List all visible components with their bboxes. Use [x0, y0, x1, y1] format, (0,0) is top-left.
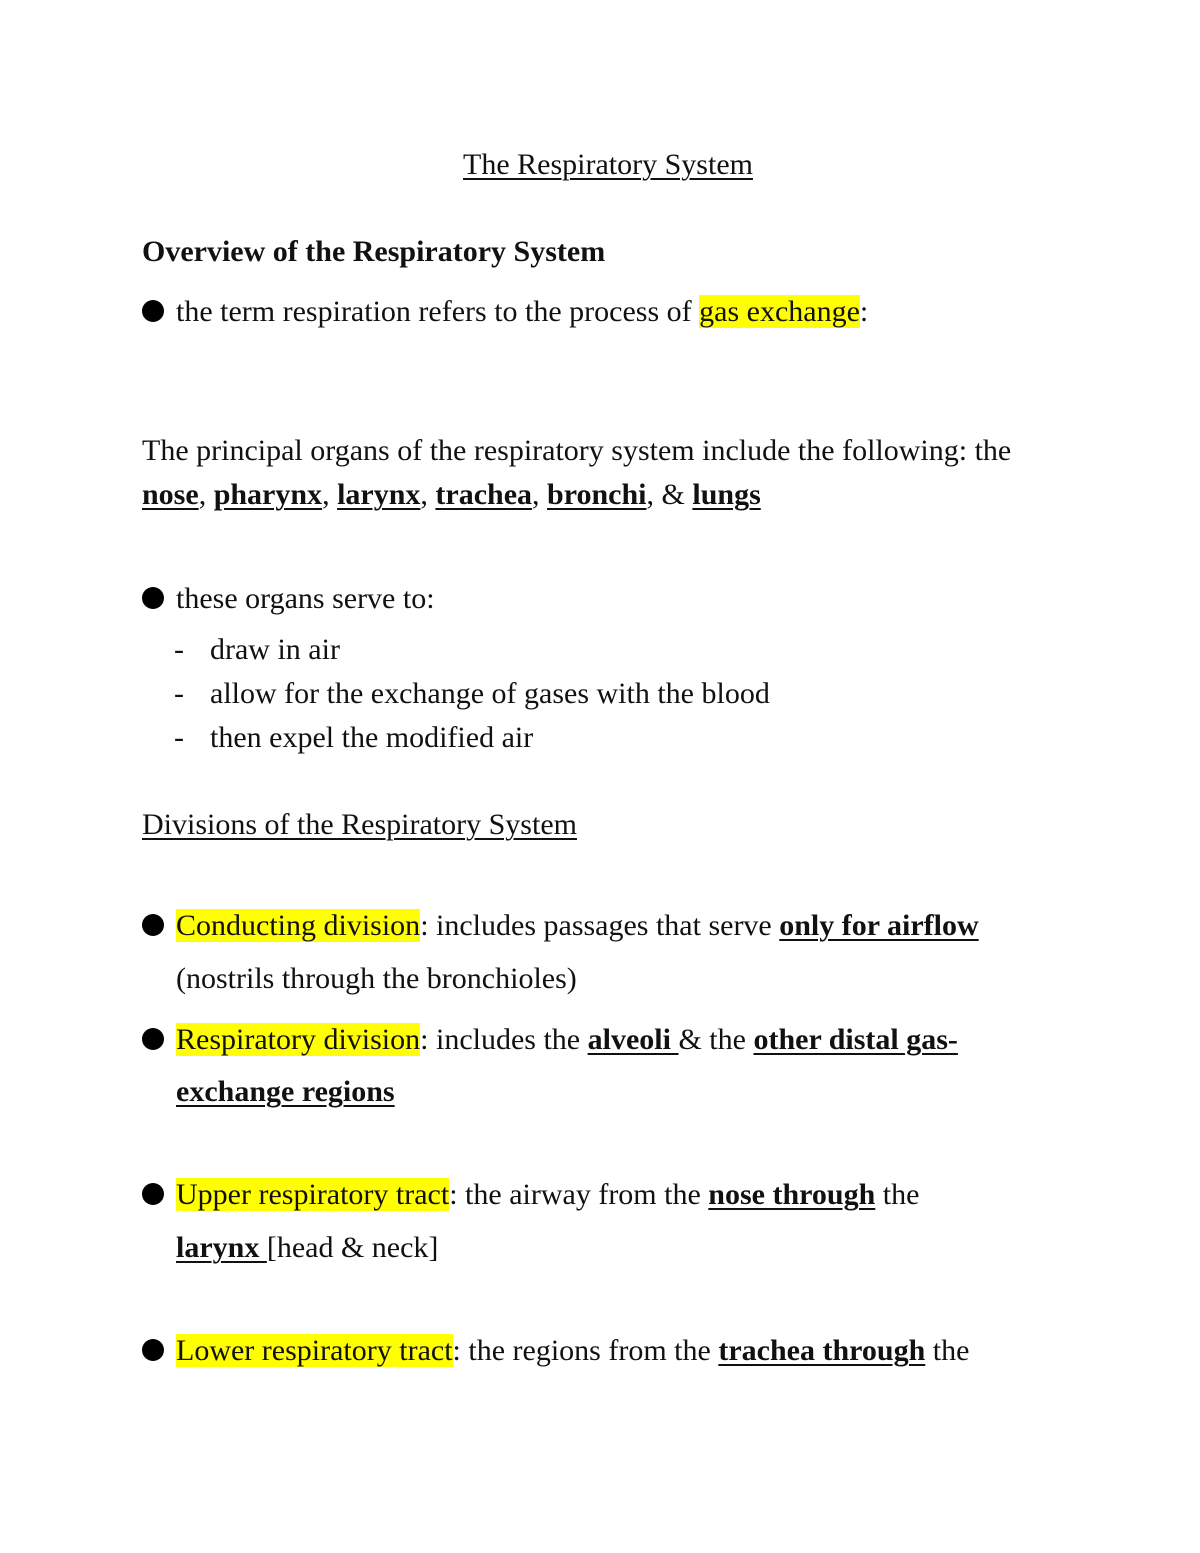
bullet-icon	[142, 914, 164, 936]
organ-larynx: larynx	[337, 478, 421, 511]
organ-bronchi: bronchi	[547, 478, 647, 511]
bullet-icon	[142, 1339, 164, 1361]
bold-only-for-airflow: only for airflow	[779, 909, 979, 942]
organ-separator: ,	[322, 478, 338, 511]
organs-intro: The principal organs of the respiratory system include the following: the	[142, 434, 1012, 467]
document-title	[0, 145, 1200, 185]
highlight-conducting-division: Conducting division	[176, 909, 421, 942]
bullet-text: : the airway from the	[449, 1178, 709, 1211]
organ-separator: ,	[198, 478, 214, 511]
bullet-icon	[142, 300, 164, 322]
organ-separator: ,	[532, 478, 548, 511]
gas-exchange-bullet	[142, 292, 868, 332]
organ-lungs: lungs	[692, 478, 761, 511]
conducting-division-line2: (nostrils through the bronchioles)	[176, 962, 577, 995]
bold-alveoli: alveoli	[587, 1023, 679, 1056]
dash-marker: -	[174, 677, 184, 710]
organ-separator: ,	[646, 478, 662, 511]
dash-marker: -	[174, 721, 184, 754]
bold-other-distal-gas: other distal gas-	[753, 1023, 958, 1056]
organ-ampersand: &	[661, 478, 693, 511]
organ-nose: nose	[142, 478, 199, 511]
highlight-upper-respiratory-tract: Upper respiratory tract	[176, 1178, 450, 1211]
bold-trachea-through: trachea through	[718, 1334, 926, 1367]
organs-serve-bullet	[142, 579, 435, 619]
highlight-gas-exchange: gas exchange	[699, 295, 860, 328]
bullet-text: : includes the	[420, 1023, 588, 1056]
overview-heading: Overview of the Respiratory System	[142, 235, 606, 268]
bullet-text: the term respiration refers to the process of	[176, 295, 700, 328]
bold-nose-through: nose through	[708, 1178, 876, 1211]
dash-item	[142, 674, 770, 714]
bullet-text: these organs serve to:	[176, 582, 435, 615]
dash-item-text: allow for the exchange of gases with the blood	[210, 677, 770, 710]
bullet-text: : includes passages that serve	[420, 909, 780, 942]
dash-item-text: draw in air	[210, 633, 340, 666]
divisions-heading: Divisions of the Respiratory System	[142, 808, 577, 841]
bullet-text-end: :	[859, 295, 869, 328]
organ-pharynx: pharynx	[213, 478, 323, 511]
dash-item-text: then expel the modified air	[210, 721, 534, 754]
upper-tract-line2	[176, 1228, 438, 1268]
bullet-icon	[142, 587, 164, 609]
dash-marker: -	[174, 633, 184, 666]
bold-larynx: larynx	[176, 1231, 267, 1264]
highlight-respiratory-division: Respiratory division	[176, 1023, 421, 1056]
dash-item	[142, 630, 340, 670]
highlight-lower-respiratory-tract: Lower respiratory tract	[176, 1334, 453, 1367]
organs-list	[142, 475, 761, 515]
bullet-text-end: the	[925, 1334, 970, 1367]
conducting-division-bullet	[142, 906, 979, 946]
bullet-icon	[142, 1028, 164, 1050]
lower-tract-bullet	[142, 1331, 969, 1371]
head-neck-text: [head & neck]	[266, 1231, 439, 1264]
bullet-text: : the regions from the	[452, 1334, 719, 1367]
bullet-icon	[142, 1183, 164, 1205]
bullet-text-end: the	[875, 1178, 920, 1211]
bullet-text-and: & the	[678, 1023, 754, 1056]
organ-trachea: trachea	[435, 478, 533, 511]
respiratory-division-line2: exchange regions	[176, 1075, 395, 1108]
organ-separator: ,	[420, 478, 436, 511]
respiratory-division-bullet	[142, 1020, 958, 1060]
dash-item	[142, 718, 533, 758]
upper-tract-bullet	[142, 1175, 919, 1215]
title-text: The Respiratory System	[463, 148, 753, 181]
